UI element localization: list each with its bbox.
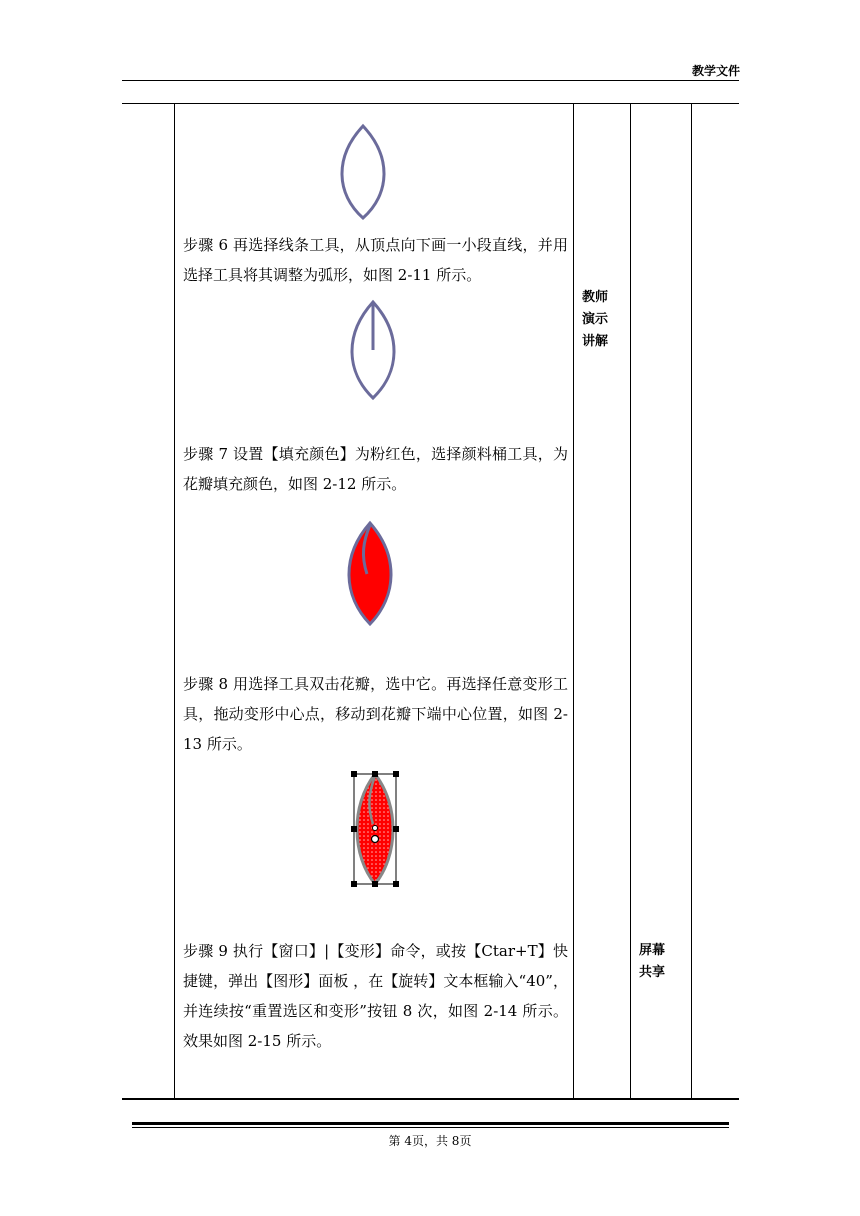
transform-petal-figure: [346, 766, 406, 892]
transform-handle: [372, 771, 378, 777]
transform-handle: [351, 881, 357, 887]
transform-handle: [351, 771, 357, 777]
table-top-border: [122, 103, 739, 104]
step-8-text: 步骤 8 用选择工具双击花瓣，选中它。再选择任意变形工具，拖动变形中心点，移动到花瓣下端中心位置，如图 2-13 所示。: [183, 675, 568, 753]
petal-outline-shape: [342, 126, 384, 218]
table-column-divider: [691, 103, 692, 1098]
step-9-text: 步骤 9 执行【窗口】|【变形】命令，或按【Ctar+T】快捷键，弹出【图形】面板 ，在【旋转】文本框输入“40”，并连续按“重置选区和变形”按钮 8 次，如图 2-14 所示。效果如图 2-15 所示。: [183, 942, 568, 1050]
header-rule: [122, 80, 739, 81]
petal-outline-figure: [330, 122, 396, 222]
table-column-divider: [630, 103, 631, 1098]
anchor-point: [373, 826, 378, 831]
filled-petal-figure: [337, 520, 403, 628]
transform-handle: [372, 881, 378, 887]
teaching-tool-label: 屏幕 共享: [639, 943, 666, 980]
footer-rule-thick: [132, 1122, 729, 1125]
header-title: 教学文件: [691, 64, 740, 78]
transform-handle: [393, 881, 399, 887]
footer-rule-thin: [132, 1127, 729, 1128]
step-6-text: 步骤 6 再选择线条工具，从顶点向下画一小段直线，并用选择工具将其调整为弧形，如图 2-11 所示。: [183, 236, 568, 284]
transform-center-point: [372, 836, 379, 843]
petal-with-vein-figure: [340, 298, 406, 402]
step-7-text: 步骤 7 设置【填充颜色】为粉红色，选择颜料桶工具，为花瓣填充颜色，如图 2-12 所示。: [183, 445, 568, 493]
filled-petal-shape: [349, 523, 391, 624]
transform-handle: [393, 826, 399, 832]
teaching-method-label: 教师 演示 讲解: [582, 290, 609, 349]
table-column-divider: [573, 103, 574, 1098]
transform-handle: [393, 771, 399, 777]
page-number: 第 4页，共 8页: [388, 1134, 472, 1148]
table-bottom-border: [122, 1098, 739, 1100]
table-column-divider: [174, 103, 175, 1098]
transform-handle: [351, 826, 357, 832]
